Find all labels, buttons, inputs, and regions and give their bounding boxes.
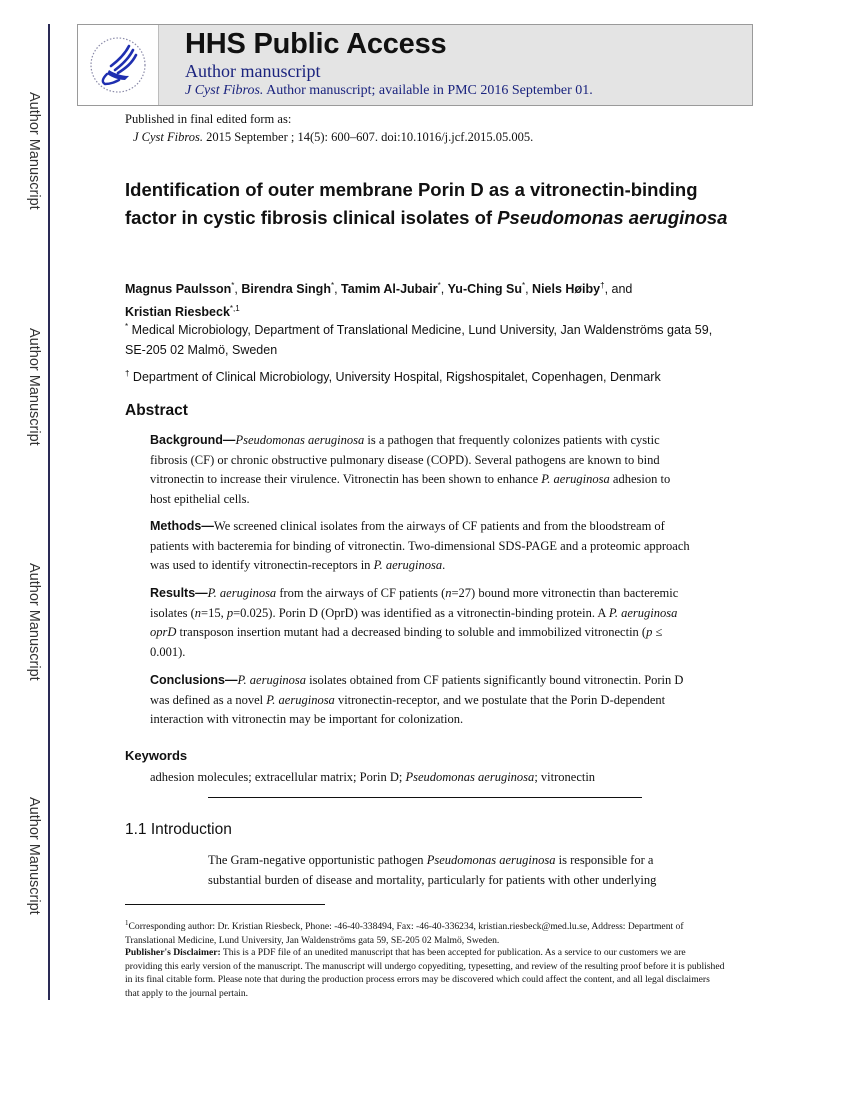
footnote-rule bbox=[125, 904, 325, 905]
author-name: Birendra Singh bbox=[241, 282, 331, 297]
citation-details: 2015 September ; 14(5): 600–607. doi:10.1016/j.jcf.2015.05.005. bbox=[203, 130, 534, 144]
section-divider bbox=[208, 797, 642, 798]
author-name: Yu-Ching Su bbox=[447, 282, 522, 297]
introduction-text: The Gram-negative opportunistic pathogen Pseudomonas aeruginosa is responsible for a substantial burden of disease and mortality, particularly for patients with other underlying bbox=[208, 853, 657, 887]
side-label-author-manuscript: Author Manuscript bbox=[26, 328, 42, 446]
hhs-public-access-banner bbox=[77, 24, 753, 106]
introduction-heading: 1.1 Introduction bbox=[125, 821, 232, 838]
published-citation bbox=[125, 110, 533, 146]
banner-title: HHS Public Access bbox=[185, 28, 447, 60]
author-name: Magnus Paulsson bbox=[125, 282, 232, 297]
author-name: Niels Høiby bbox=[532, 282, 601, 297]
banner-subtitle: Author manuscript bbox=[185, 61, 321, 81]
affiliation: * Medical Microbiology, Department of Translational Medicine, Lund University, Jan Waldenströms gata 59, SE-205 02 Malmö, Sweden bbox=[125, 322, 713, 358]
logo-cell bbox=[78, 25, 159, 105]
journal-name: J Cyst Fibros. bbox=[185, 83, 264, 98]
published-label: Published in final edited form as: bbox=[125, 112, 292, 126]
side-label-author-manuscript: Author Manuscript bbox=[26, 563, 42, 681]
side-label-author-manuscript: Author Manuscript bbox=[26, 797, 42, 915]
abstract-methods: Methods—We screened clinical isolates from the airways of CF patients and from the bloodstream of patients with bacteremia for binding of vitronectin. Two-dimensional SDS-PAGE and a proteomic approach was used to identify vitronectin-receptors in P. aeruginosa. bbox=[150, 519, 690, 572]
affiliation: † Department of Clinical Microbiology, University Hospital, Rigshospitalet, Copenhagen, Denmark bbox=[125, 369, 661, 385]
author-list: Magnus Paulsson*, Birendra Singh*, Tamim Al-Jubair*, Yu-Ching Su*, Niels Høiby†, and Kristian Riesbeck$^{*,1}$ bbox=[125, 281, 633, 320]
publisher-disclaimer: Publisher's Disclaimer: This is a PDF file of an unedited manuscript that has been accepted for publication. As a service to our customers we are providing this early version of the manuscript. The manuscript will undergo copyediting, typesetting, and review of the resulting proof before it is published in its final citable form. Please note that during the production process errors may be discovered which could affect the content, and all legal disclaimers that apply to the journal pertain. bbox=[125, 947, 725, 999]
margin-rule bbox=[48, 24, 50, 1000]
abstract-heading: Abstract bbox=[125, 402, 188, 419]
journal-name: J Cyst Fibros. bbox=[133, 130, 204, 144]
author-name: Tamim Al-Jubair bbox=[341, 282, 438, 297]
corresponding-author-footnote: $^1$Corresponding author: Dr. Kristian Riesbeck, Phone: -46-40-338494, Fax: -46-40-336234, kristian.riesbeck@med.lu.se, Address: Department of Translational Medicine, Lund University, Jan Waldenströms gata 59, SE-205 02 Malmö, Sweden. bbox=[125, 919, 684, 946]
article-title: Identification of outer membrane Porin D as a vitronectin-binding factor in cystic fibrosis clinical isolates of Pseudomonas aeruginosa bbox=[125, 179, 728, 228]
keywords-list: adhesion molecules; extracellular matrix; Porin D; Pseudomonas aeruginosa; vitronectin bbox=[150, 770, 596, 784]
banner-availability: J Cyst Fibros. Author manuscript; available in PMC 2016 September 01. bbox=[185, 83, 593, 98]
abstract-conclusions: Conclusions—P. aeruginosa isolates obtained from CF patients significantly bound vitronectin. Porin D was defined as a novel P. aeruginosa vitronectin-receptor, and we postulate that the Porin D-dependent interaction with vitronectin may be important for colonization. bbox=[150, 673, 684, 726]
abstract-results: Results—P. aeruginosa from the airways of CF patients (n=27) bound more vitronectin than bacteremic isolates (n=15, p=0.025). Porin D (OprD) was identified as a vitronectin-binding protein. A P. aeruginosa oprD transposon insertion mutant had a decreased binding to soluble and immobilized vitronectin (p ≤ 0.001). bbox=[150, 586, 679, 659]
hhs-eagle-seal-icon bbox=[85, 32, 151, 98]
abstract-background: Background—Pseudomonas aeruginosa is a pathogen that frequently colonizes patients with cystic fibrosis (CF) or chronic obstructive pulmonary disease (COPD). Several pathogens are known to bind vitronectin to increase their virulence. Vitronectin has been shown to enhance P. aeruginosa adhesion to host epithelial cells. bbox=[150, 433, 671, 506]
keywords-heading: Keywords bbox=[125, 748, 188, 763]
author-name: Kristian Riesbeck bbox=[125, 305, 230, 320]
side-label-author-manuscript: Author Manuscript bbox=[26, 92, 42, 210]
